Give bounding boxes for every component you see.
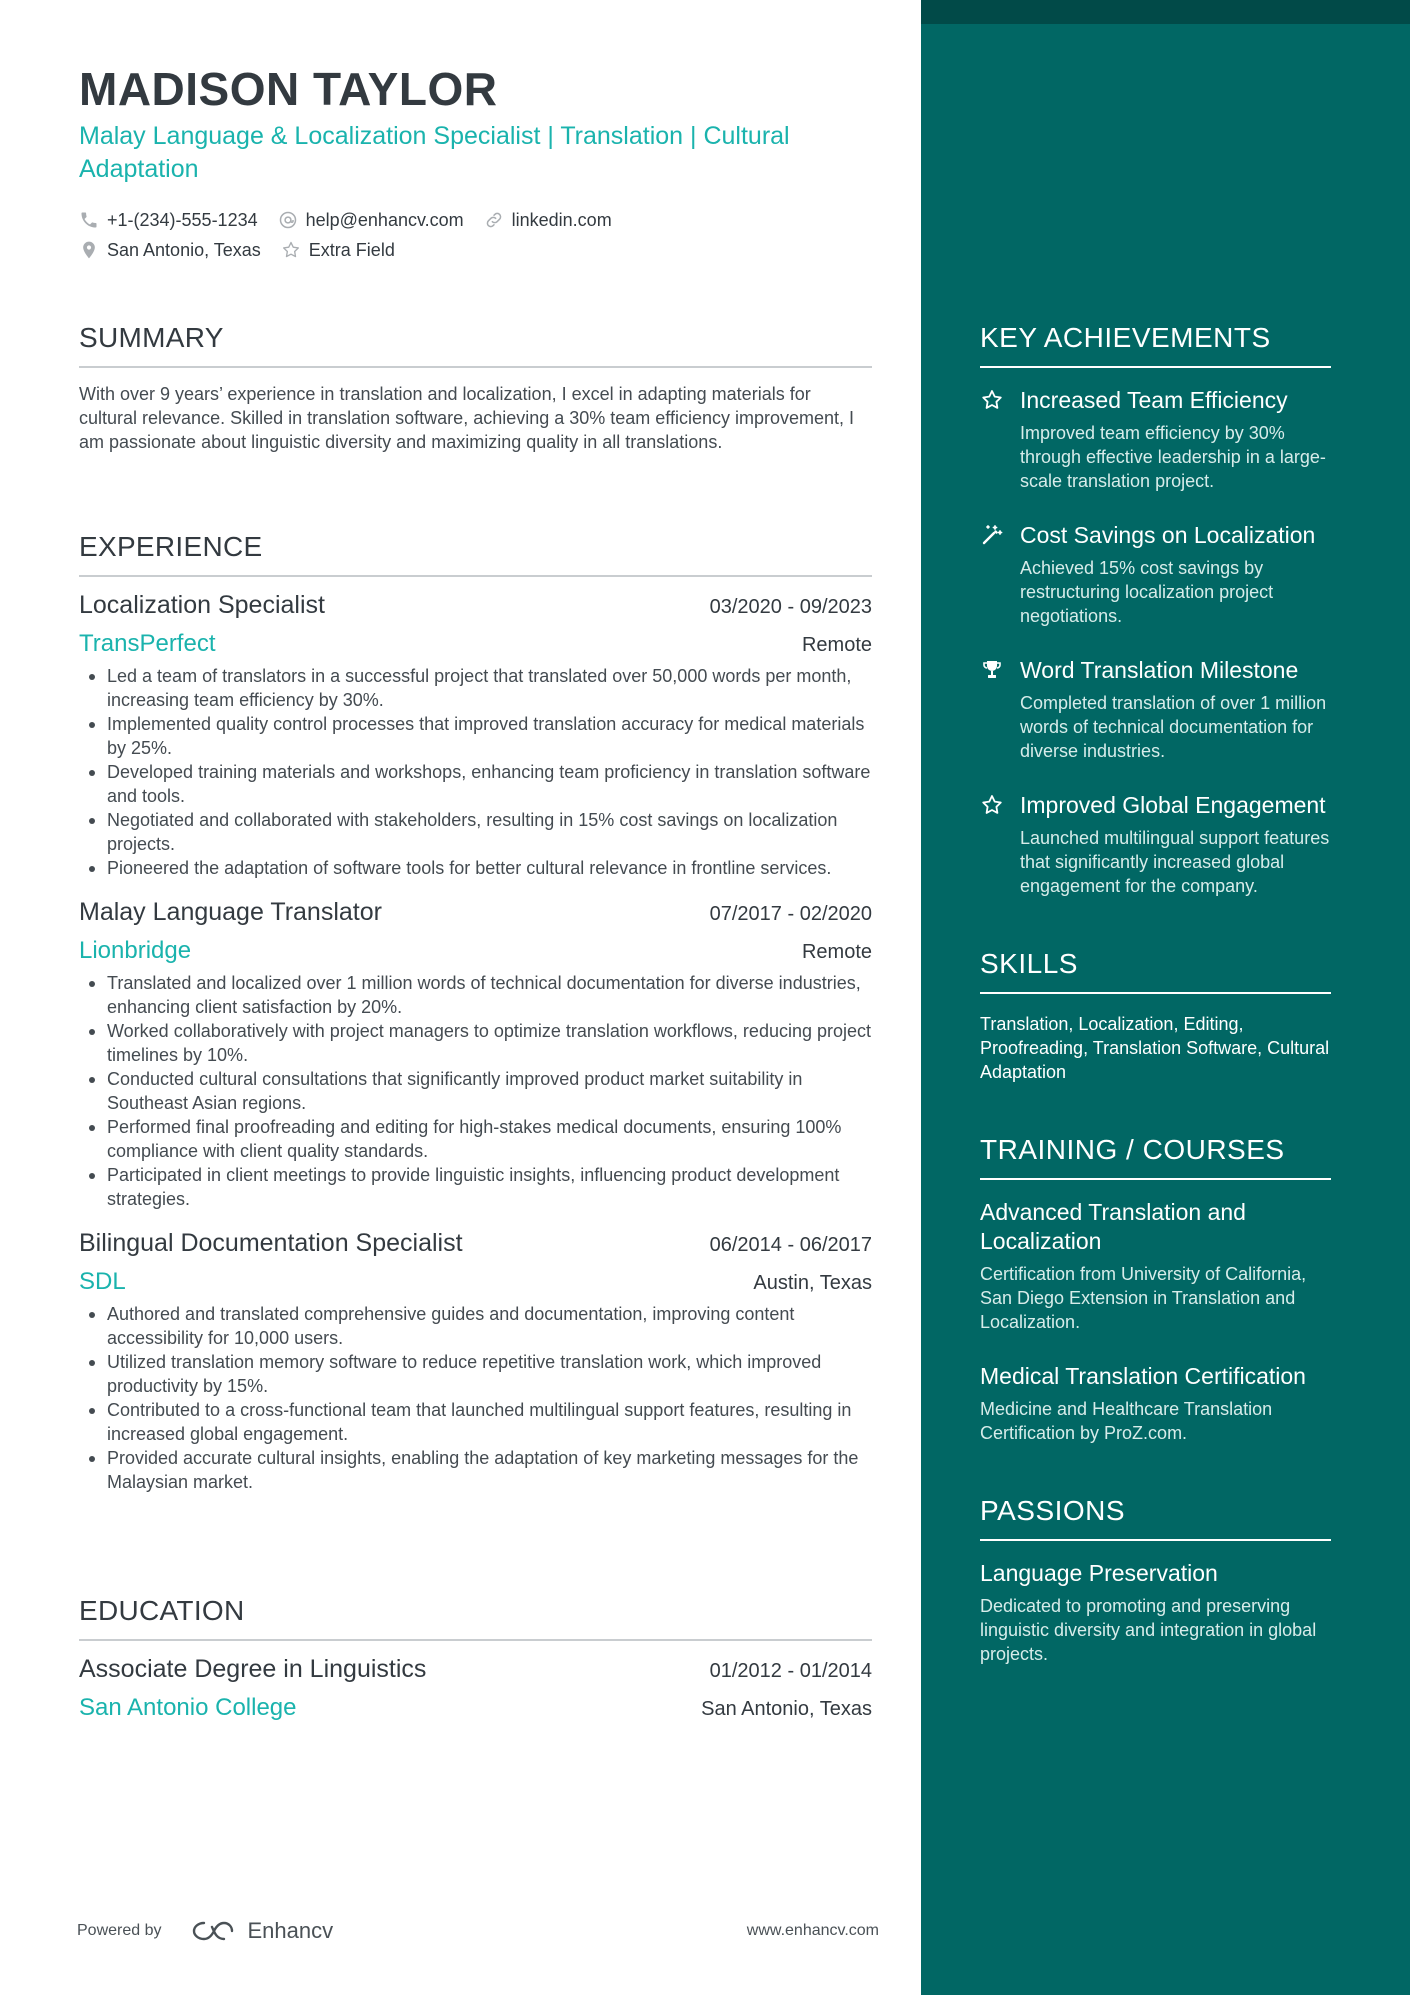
- education-heading: EDUCATION: [79, 1595, 872, 1641]
- job-company: TransPerfect: [79, 630, 216, 657]
- experience-heading: EXPERIENCE: [79, 531, 872, 577]
- summary-section: [79, 322, 872, 454]
- contact-location: [79, 240, 261, 261]
- training-section: [980, 1134, 1331, 1445]
- summary-heading: SUMMARY: [79, 322, 872, 368]
- bullet-item: Implemented quality control processes that improved translation accuracy for medical materials by 25%.: [79, 712, 872, 760]
- enhancv-logo[interactable]: [190, 1918, 334, 1944]
- job-title: Bilingual Documentation Specialist: [79, 1229, 463, 1257]
- course-item: [980, 1362, 1331, 1445]
- link-text: linkedin.com: [511, 209, 612, 230]
- candidate-name: MADISON TAYLOR: [79, 63, 498, 115]
- job-dates: 03/2020 - 09/2023: [709, 596, 872, 618]
- job-dates: 06/2014 - 06/2017: [709, 1234, 872, 1256]
- achievement-title: Cost Savings on Localization: [1020, 522, 1316, 548]
- star-outline-icon: [281, 240, 301, 260]
- bullet-item: Pioneered the adaptation of software tools for better cultural relevance in frontline services.: [79, 856, 872, 880]
- location-text: San Antonio, Texas: [107, 239, 261, 260]
- enhancv-logo-icon: [190, 1919, 236, 1943]
- achievement-desc: Launched multilingual support features that significantly increased global engagement for the company.: [1020, 828, 1330, 896]
- email-text: help@enhancv.com: [305, 209, 464, 230]
- achievement-item: [980, 791, 1331, 898]
- job-company: SDL: [79, 1268, 126, 1295]
- link-icon: [484, 210, 504, 230]
- contact-email[interactable]: [278, 210, 464, 231]
- bullet-item: Negotiated and collaborated with stakeholders, resulting in 15% cost savings on localization projects.: [79, 808, 872, 856]
- job-location: Remote: [801, 941, 872, 963]
- passions-heading: PASSIONS: [980, 1495, 1331, 1541]
- job-title: Localization Specialist: [79, 591, 325, 619]
- skills-text: Translation, Localization, Editing, Proofreading, Translation Software, Cultural Adaptation: [980, 1014, 1330, 1082]
- bullet-item: Authored and translated comprehensive guides and documentation, improving content accessibility for 10,000 users.: [79, 1302, 872, 1350]
- course-desc: Medicine and Healthcare Translation Certification by ProZ.com.: [980, 1399, 1273, 1443]
- job-entry: [79, 898, 872, 1211]
- course-title: Advanced Translation and Localization: [980, 1199, 1246, 1254]
- bullet-item: Developed training materials and workshops, enhancing team proficiency in translation software and tools.: [79, 760, 872, 808]
- sidebar: [921, 0, 1410, 1995]
- bullet-item: Provided accurate cultural insights, enabling the adaptation of key marketing messages for the Malaysian market.: [79, 1446, 872, 1494]
- achievements-section: [980, 322, 1331, 898]
- job-entry: [79, 1229, 872, 1494]
- job-entry: [79, 591, 872, 880]
- education-dates: 01/2012 - 01/2014: [709, 1660, 872, 1682]
- skills-heading: SKILLS: [980, 948, 1331, 994]
- phone-text: +1-(234)-555-1234: [107, 209, 258, 230]
- achievement-desc: Completed translation of over 1 million words of technical documentation for diverse industries.: [1020, 693, 1327, 761]
- bullet-item: Performed final proofreading and editing for high-stakes medical documents, ensuring 100% compliance with client quality standards.: [79, 1115, 872, 1163]
- contact-extra: [281, 240, 395, 261]
- bullet-item: Participated in client meetings to provide linguistic insights, influencing product development strategies.: [79, 1163, 872, 1211]
- location-pin-icon: [79, 240, 99, 260]
- star-icon: [980, 793, 1004, 817]
- passion-item: [980, 1559, 1331, 1666]
- education-section: [79, 1595, 872, 1722]
- contact-phone[interactable]: [79, 210, 258, 231]
- enhancv-brand-text: Enhancv: [247, 1918, 334, 1943]
- school-location: San Antonio, Texas: [701, 1698, 872, 1720]
- trophy-icon: [980, 658, 1004, 682]
- achievement-title: Improved Global Engagement: [1020, 792, 1326, 818]
- training-heading: TRAINING / COURSES: [980, 1134, 1331, 1180]
- headline: Malay Language & Localization Specialist | Translation | Cultural Adaptation: [79, 122, 790, 183]
- job-dates: 07/2017 - 02/2020: [709, 903, 872, 925]
- star-icon: [980, 388, 1004, 412]
- contact-link[interactable]: [484, 210, 612, 231]
- job-location: Austin, Texas: [753, 1272, 872, 1294]
- course-title: Medical Translation Certification: [980, 1363, 1306, 1389]
- school-name: San Antonio College: [79, 1694, 297, 1721]
- bullet-item: Worked collaboratively with project managers to optimize translation workflows, reducing project timelines by 10%.: [79, 1019, 872, 1067]
- bullet-item: Conducted cultural consultations that significantly improved product market suitability in Southeast Asian regions.: [79, 1067, 872, 1115]
- achievement-item: [980, 386, 1331, 493]
- job-bullets: [79, 971, 872, 1211]
- skills-section: [980, 948, 1331, 1084]
- contact-info: [79, 205, 872, 265]
- passions-section: [980, 1495, 1331, 1666]
- job-location: Remote: [801, 634, 872, 656]
- course-item: [980, 1198, 1331, 1334]
- job-title: Malay Language Translator: [79, 898, 382, 926]
- experience-section: [79, 531, 872, 1512]
- footer: [77, 1918, 879, 1944]
- bullet-item: Contributed to a cross-functional team that launched multilingual support features, resulting in increased global engagement.: [79, 1398, 872, 1446]
- job-bullets: [79, 1302, 872, 1494]
- achievement-item: [980, 656, 1331, 763]
- website-link[interactable]: www.enhancv.com: [746, 1922, 879, 1939]
- magic-wand-icon: [980, 523, 1004, 547]
- bullet-item: Translated and localized over 1 million words of technical documentation for diverse industries, enhancing client satisfaction by 20%.: [79, 971, 872, 1019]
- achievement-item: [980, 521, 1331, 628]
- bullet-item: Led a team of translators in a successful project that translated over 50,000 words per month, increasing team efficiency by 30%.: [79, 664, 872, 712]
- achievement-title: Word Translation Milestone: [1020, 657, 1299, 683]
- bullet-item: Utilized translation memory software to reduce repetitive translation work, which improved productivity by 15%.: [79, 1350, 872, 1398]
- sidebar-top-bar: [921, 0, 1410, 24]
- achievement-desc: Achieved 15% cost savings by restructuring localization project negotiations.: [1020, 558, 1274, 626]
- passion-desc: Dedicated to promoting and preserving linguistic diversity and integration in global projects.: [980, 1596, 1317, 1664]
- passion-title: Language Preservation: [980, 1560, 1218, 1586]
- summary-text: With over 9 years’ experience in translation and localization, I excel in adapting materials for cultural relevance. Skilled in translation software, achieving a 30% team efficiency improvement, I am passionate about linguistic diversity and maximizing quality in all translations.: [79, 384, 855, 452]
- powered-by-label: Powered by: [77, 1922, 162, 1939]
- achievement-desc: Improved team efficiency by 30% through effective leadership in a large-scale translation project.: [1020, 423, 1326, 491]
- job-bullets: [79, 664, 872, 880]
- course-desc: Certification from University of California, San Diego Extension in Translation and Localization.: [980, 1264, 1307, 1332]
- extra-text: Extra Field: [308, 239, 395, 260]
- achievements-heading: KEY ACHIEVEMENTS: [980, 322, 1331, 368]
- at-icon: [278, 210, 298, 230]
- achievement-title: Increased Team Efficiency: [1020, 387, 1288, 413]
- degree-title: Associate Degree in Linguistics: [79, 1655, 427, 1683]
- phone-icon: [79, 210, 99, 230]
- job-company: Lionbridge: [79, 937, 192, 964]
